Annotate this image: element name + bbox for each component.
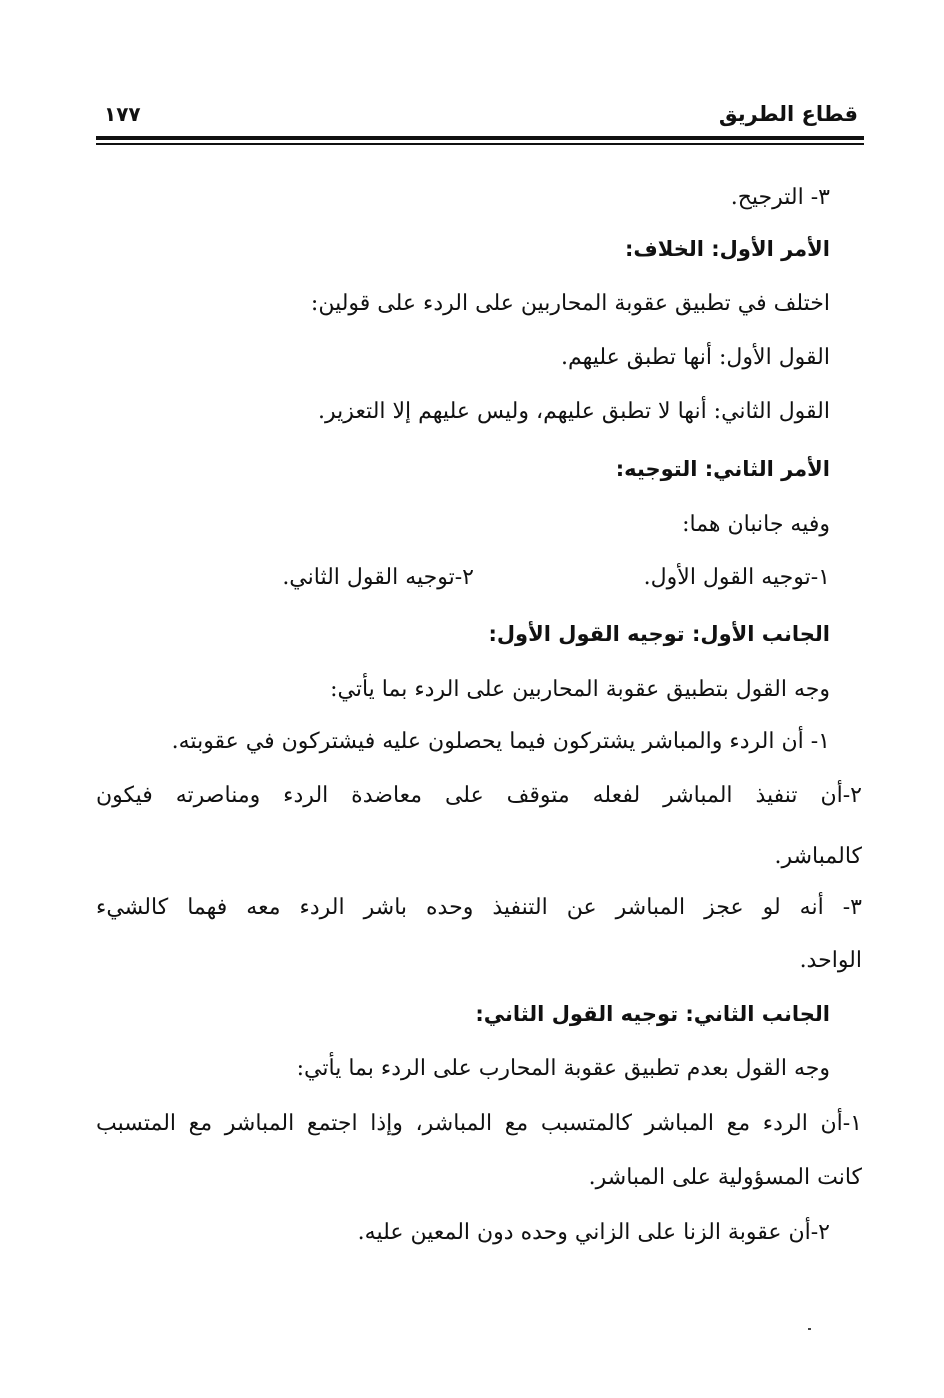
- list-item-reason-1: ١- أن الردء والمباشر يشتركون فيما يحصلون عليه فيشتركون في عقوبته.: [171, 729, 830, 754]
- scan-speck: [808, 1328, 811, 1330]
- section-heading-tawjih: الأمر الثاني: التوجيه:: [615, 457, 830, 481]
- list-item-reason-3: ٣- أنه لو عجز المباشر عن التنفيذ وحده باشر الردء معه فهما كالشيء: [96, 895, 862, 920]
- paragraph-two-sides: وفيه جانبان هما:: [682, 512, 830, 537]
- paragraph-intro: اختلف في تطبيق عقوبة المحاربين على الردء على قولين:: [310, 291, 830, 316]
- list-item-reason-b2: ٢-أن عقوبة الزنا على الزاني وحده دون المعين عليه.: [357, 1220, 830, 1245]
- paragraph-second-opinion: القول الثاني: أنها لا تطبق عليهم، وليس عليهم إلا التعزير.: [318, 399, 830, 424]
- list-item-second-side: ٢-توجيه القول الثاني.: [282, 565, 474, 590]
- list-item-reason-2-cont: كالمباشر.: [774, 844, 862, 869]
- subsection-heading-first: الجانب الأول: توجيه القول الأول:: [488, 622, 830, 646]
- header-rule-thin: [96, 143, 864, 145]
- subsection-heading-second: الجانب الثاني: توجيه القول الثاني:: [475, 1002, 830, 1026]
- list-item-first-side: ١-توجيه القول الأول.: [643, 565, 830, 590]
- list-item-reason-b1-cont: كانت المسؤولية على المباشر.: [588, 1165, 862, 1190]
- header-rule-thick: [96, 136, 864, 140]
- paragraph-second-reasoning: وجه القول بعدم تطبيق عقوبة المحارب على الردء بما يأتي:: [296, 1056, 830, 1081]
- page-number: ١٧٧: [104, 102, 141, 126]
- paragraph-first-opinion: القول الأول: أنها تطبق عليهم.: [560, 345, 830, 370]
- paragraph-first-reasoning: وجه القول بتطبيق عقوبة المحاربين على الردء بما يأتي:: [330, 677, 830, 702]
- list-item-reason-2: ٢-أن تنفيذ المباشر لفعله متوقف على معاضدة الردء ومناصرته فيكون: [96, 783, 862, 808]
- list-item-reason-3-cont: الواحد.: [799, 948, 862, 973]
- running-title: قطاع الطريق: [718, 102, 858, 126]
- section-heading-khilaf: الأمر الأول: الخلاف:: [625, 237, 830, 261]
- list-item-tarjih: ٣- الترجيح.: [730, 185, 830, 210]
- page-header: [96, 98, 864, 138]
- list-item-reason-b1: ١-أن الردء مع المباشر كالمتسبب مع المباشر، وإذا اجتمع المباشر مع المتسبب: [96, 1111, 862, 1136]
